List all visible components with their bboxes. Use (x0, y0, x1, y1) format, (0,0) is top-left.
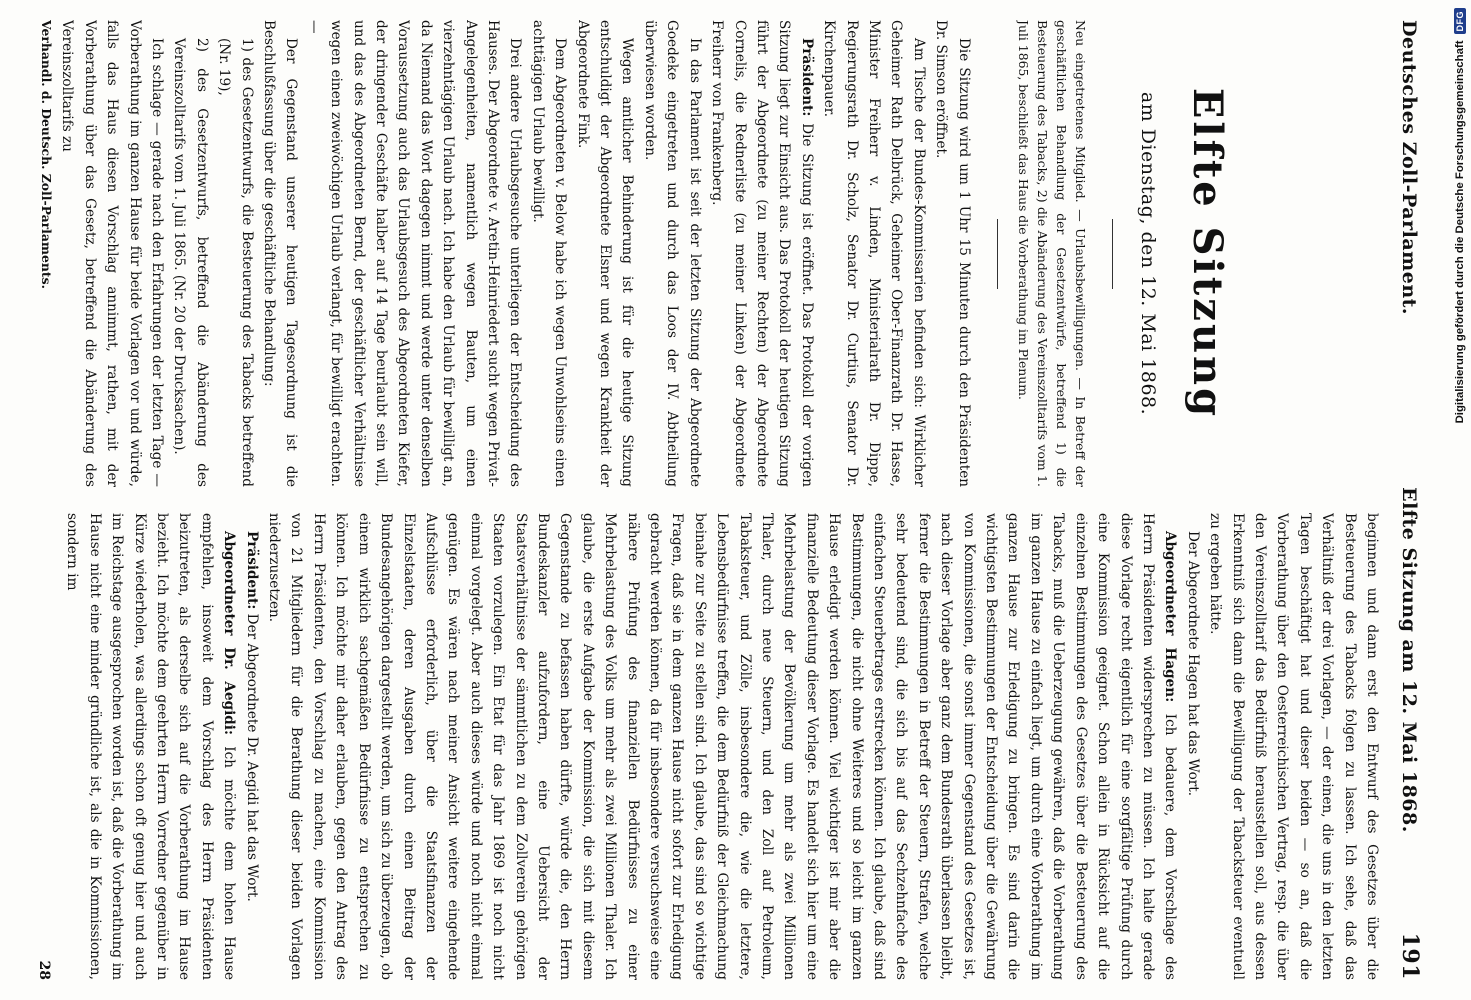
paragraph: In das Parlament ist seit der letzten Sitzung der Abgeordnete Goedeke eingetreten und durch das Loos der IV. Abtheilung überwiesen worden. (641, 20, 703, 487)
agenda-item: 2) des Gesetzentwurfs, betreffend die Abänderung des Vereinszolltarifs vom 1. Juli 1865. (Nr. 20 der Drucksachen). (171, 38, 210, 487)
paragraph (240, 513, 262, 980)
divider (997, 219, 998, 289)
paragraph (61, 513, 240, 980)
paragraph: beginnen und dann erst den Entwurf des Gesetzes über die Besteuerung des Tabacks folgen zu lassen. Ich sehe, daß das Verhältniß der drei Vorlagen, — der einen, die uns in den letzten Tagen beschäftigt hat und dieser beiden — so an, daß die Vorberathung über den Oesterreichischen Vertrag, resp. die über den Vereinszolltarif das Bedürfniß herausstellen soll, aus dessen Erkenntniß sich dann die Bewilligung der Tabacksteuer eventuell zu ergeben hätte. (1207, 513, 1380, 980)
text-columns (35, 20, 1383, 980)
credit-text: Digitalisierung gefördert durch die Deutsche Forschungsgemeinschaft (1454, 40, 1466, 424)
paragraph (263, 513, 1182, 980)
paragraph: Dem Abgeordneten v. Below habe ich wegen Unwohlseins einen achttägigen Urlaub bewilligt. (529, 20, 569, 487)
digitization-credit (1451, 8, 1469, 1000)
running-head-left: Deutsches Zoll-Parlament. (1398, 20, 1420, 316)
paragraph (706, 20, 818, 487)
paragraph: Ich schlage — gerade nach den Erfahrungen der letzten Tage — Vorberathung im ganzen Hause für beide Vorlagen vor und würde, falls das Haus diesen Vorschlag annimmt, rathen, mit der Vorberathung über das Gesetz, betreffend die Abänderung des Vereinszolltarifs zu (59, 20, 165, 487)
rotated-page (25, 0, 1445, 1000)
session-date: am Dienstag, den 12. Mai 1868. (1137, 91, 1159, 416)
paragraph: Der Gegenstand unserer heutigen Tagesordnung ist die Beschlußfassung über die geschäftliche Behandlung: (261, 20, 300, 487)
paragraph: Wegen amtlicher Behinderung ist für die heutige Sitzung entschuldigt der Abgeordnete Elsner und wegen Krankheit der Abgeordnete Fink. (574, 20, 636, 487)
page-number: 191 (1397, 932, 1423, 980)
speech-text: Ich bedauere, dem Vorschlage des Herrn Präsidenten widersprechen zu müssen. Ich halte gerade diese Vorlage recht eigentlich für eine sorgfältige Prüfung durch eine Kommission geeignet. Schon allein in Rücksicht auf die einzelnen Bestimmungen des Gesetzes über die Besteuerung des Tabacks, muß die Ueberzeugung gewähren, daß die Vorberathung im ganzen Hause zu einfach liegt, um durch eine Vorberathung im ganzen Hause zur Erledigung zu bringen. Es sind darin die wichtigsten Bestimmungen der Entscheidung über die Gewährung von Kommissionen, die sonst immer Gegenstand des Gesetzes ist, nach dieser Vorlage aber ganz dem Bundesrath überlassen bleibt, ferner die Bestimmungen in Betreff der Steuern, Strafen, welche sehr bedeutend sind, die sich bis auf das Sechzehnfache des einfachen Steuerbetrages erstrecken können. Ich glaube, daß sind Bestimmungen, die nicht ohne Weiteres und so leicht im ganzen Hause erledigt werden können. Viel wichtiger ist mir aber die finanzielle Bedeutung dieser Vorlage. Es handelt sich hier um eine Mehrbelastung der Bevölkerung um mehr als zwei Millionen Thaler, durch neue Steuern, und den Zoll auf Petroleum, Tabaksteuer, und Zölle, insbesondere die, wie die letztere, Lebensbedürfnisse treffen, die dem Bedürfniß der Gleichmachung beinahe zur Seite zu stellen sind. Ich glaube, das sind so wichtige Fragen, daß sie in dem ganzen Hause nicht sofort zur Erledigung gebracht werden können, da für insbesondere versuchsweise eine nähere Prüfung des finanziellen Bedürfnisses zu einer Mehrbelastung des Volks um mehr als zwei Millionen Thaler. Ich glaube, die erste Aufgabe der Kommission, die sich mit diesem Gegenstande zu befassen haben dürfte, würde die, den Herrn Bundeskanzler aufzufordern, eine Uebersicht der Staatsverhältnisse der sämmtlichen zu dem Zollverein gehörigen Staaten vorzulegen. Ein Etat für das Jahr 1869 ist noch nicht einmal vorgelegt. Aber auch dieses würde und noch nicht einmal genügen. Es wären nach meiner Ansicht weitere eingehende Aufschlüsse erforderlich, über die Staatsfinanzen der Einzelstaaten, deren Ausgaben durch einen Beitrag der Bundesangehörigen dargestellt werden, um sich zu überzeugen, ob einem wirklich sachgemäßen Bedürfnisse zu entsprechen zu können. Ich möchte mir daher erlauben, gegen den Antrag des Herrn Präsidenten, den Vorschlag zu machen, eine Kommission von 21 Mitgliedern für die Berathung dieser beiden Vorlagen niederzusetzen. (266, 513, 1179, 980)
right-column (35, 513, 1383, 980)
speaker-label: Präsident: (798, 38, 815, 117)
sheet-signature: 28 (36, 960, 53, 980)
paragraph: Am Tische der Bundes-Kommissarien befinden sich: Wirklicher Geheimer Rath Delbrück, Geheimer Ober-Finanzrath Dr. Hasse, Minister Freiherr v. Linden, Ministerialrath Dr. Dippe, Regierungsrath Dr. Scholz, Senator Dr. Curtius, Senator Dr. Kirchenpauer. (821, 20, 927, 487)
speaker-label: Präsident: (243, 531, 260, 610)
speech-text: Ich möchte dem hohen Hause empfehlen, insoweit dem Vorschlag des Herrn Präsidenten beizutreten, als derselbe sich auf die Vorberathung im Hause bezieht. Ich möchte dem geehrten Herrn Vorredner gegenüber in Kürze wiederholen, was allerdings schon oft genug hier und auch im Reichstage ausgesprochen worden ist, daß die Vorberathung im Hause nicht eine minder gründliche ist, als die in Kommissionen, sondern im (64, 513, 238, 980)
paragraph: Die Sitzung wird um 1 Uhr 15 Minuten durch den Präsidenten Dr. Simson eröffnet. (933, 20, 972, 487)
running-head-center: Elfte Sitzung am 12. Mai 1868. (1398, 487, 1420, 833)
session-summary: Neu eingetretenes Mitglied. — Urlaubsbewilligungen. — In Betreff der geschäftlichen Behandlung der Gesetzentwürfe, betreffend 1) die Besteuerung des Tabacks, 2) die Abänderung des Vereinszolltarifs vom 1. Juli 1865, beschließt das Haus die Vorberathung im Plenum. (1015, 20, 1088, 487)
paragraph: Der Abgeordnete Hagen hat das Wort. (1184, 531, 1201, 797)
divider (1112, 219, 1113, 289)
speech-text: Der Abgeordnete Dr. Aegidi hat das Wort. (243, 613, 260, 902)
paragraph: Drei andere Urlaubsgesuche unterliegen der Entscheidung des Hauses. Der Abgeordnete v. Aretin-Heinriedert sucht wegen Privat-Angelegenheiten, namentlich wegen Bauten, um einen vierzehntägigen Urlaub nach. Ich habe den Urlaub für bewilligt an, da Niemand das Wort dagegen nimmt und werde unter denselben Voraussetzung auch das Urlaubsgesuch des Abgeordneten Kiefer, der dringender Geschäfte halber auf 14 Tage beurlaubt sein will, und das des Abgeordneten Bernd, der geschäftlicher Verhältnisse wegen einen zweiwöchigen Urlaub verlangt, für bewilligt erachten. — (305, 20, 524, 487)
speaker-label: Abgeordneter Hagen: (1162, 531, 1179, 703)
speaker-label: Abgeordneter Dr. Aegidi: (221, 531, 238, 735)
speech-text: Die Sitzung ist eröffnet. Das Protokoll der vorigen Sitzung liegt zur Einsicht aus. Das Protokoll der heutigen Sitzung führt der Abgeordnete (zu meiner Rechten) der Abgeordnete Cornelis, die Rednerliste (zu meiner Linken) der Abgeordnete Freiherr von Frankenberg. (709, 20, 815, 487)
dfg-logo: DFG (1454, 8, 1466, 35)
running-head (1389, 20, 1423, 980)
agenda-item: 1) des Gesetzentwurfs, die Besteuerung des Tabacks betreffend (Nr. 19), (216, 38, 255, 487)
left-column (35, 20, 1383, 487)
session-title: Elfte Sitzung (1184, 87, 1231, 420)
page-footer: Verhandl. d. Deutsch. Zoll-Parlaments. (38, 20, 54, 289)
